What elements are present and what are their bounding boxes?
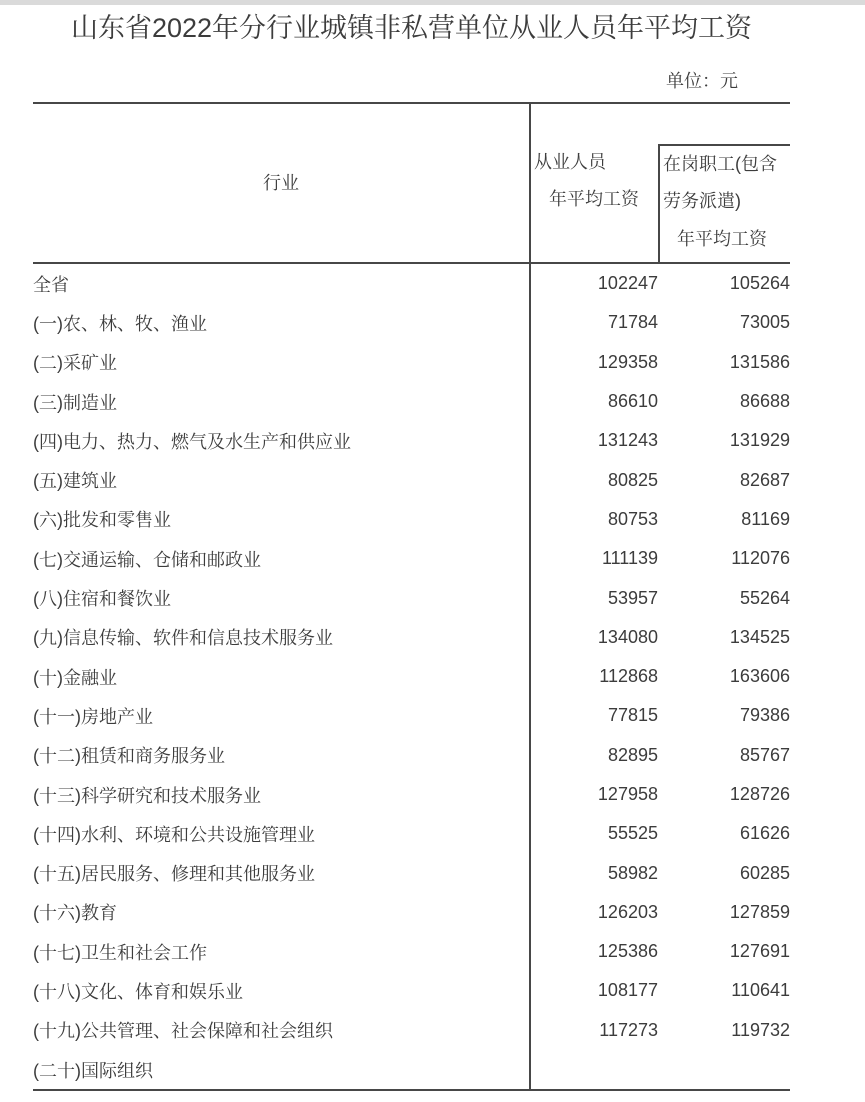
onpost-wage-cell: 61626 — [739, 823, 790, 844]
page-title: 山东省2022年分行业城镇非私营单位从业人员年平均工资 — [70, 13, 753, 43]
table-row — [33, 421, 790, 460]
employees-wage-cell: 80753 — [607, 508, 658, 529]
industry-cell: (四)电力、热力、燃气及水生产和供应业 — [33, 431, 351, 452]
onpost-wage-cell: 163606 — [729, 666, 790, 687]
table-row — [33, 460, 790, 499]
table-row — [33, 539, 790, 578]
table-row — [33, 1050, 790, 1089]
employees-wage-cell: 82895 — [607, 744, 658, 765]
onpost-wage-cell: 73005 — [739, 312, 790, 333]
table-border-bottom — [33, 1089, 790, 1091]
table-row — [33, 382, 790, 421]
table-row — [33, 736, 790, 775]
industry-cell: (十九)公共管理、社会保障和社会组织 — [33, 1021, 333, 1042]
onpost-wage-cell: 112076 — [731, 548, 790, 569]
industry-cell: (十七)卫生和社会工作 — [33, 942, 207, 963]
employees-wage-cell: 111139 — [601, 548, 658, 569]
employees-wage-cell: 102247 — [597, 273, 658, 294]
industry-cell: (十一)房地产业 — [33, 706, 153, 727]
employees-wage-cell: 125386 — [597, 941, 658, 962]
onpost-wage-cell: 131929 — [729, 430, 790, 451]
onpost-wage-cell: 81169 — [741, 508, 790, 529]
table-row — [33, 853, 790, 892]
industry-cell: (六)批发和零售业 — [33, 510, 171, 531]
table-row — [33, 971, 790, 1010]
industry-cell: (二)采矿业 — [33, 353, 117, 374]
onpost-wage-cell: 79386 — [739, 705, 790, 726]
table-row — [33, 814, 790, 853]
column-header-employees-line1: 从业人员 — [534, 152, 606, 172]
table-row — [33, 657, 790, 696]
industry-cell: (九)信息传输、软件和信息技术服务业 — [33, 628, 333, 649]
industry-cell: (五)建筑业 — [33, 471, 117, 492]
industry-cell: (十二)租赁和商务服务业 — [33, 746, 225, 767]
employees-wage-cell: 55525 — [607, 823, 658, 844]
industry-cell: 全省 — [33, 274, 69, 295]
employees-wage-cell: 134080 — [597, 626, 658, 647]
table-row — [33, 775, 790, 814]
window-top-edge — [0, 0, 865, 5]
table-row — [33, 893, 790, 932]
column-header-onpost-line3: 年平均工资 — [677, 229, 767, 249]
column-header-industry: 行业 — [263, 173, 299, 193]
industry-cell: (三)制造业 — [33, 392, 117, 413]
table-row — [33, 1011, 790, 1050]
onpost-wage-cell: 85767 — [739, 744, 790, 765]
industry-cell: (一)农、林、牧、渔业 — [33, 313, 207, 334]
employees-wage-cell: 112868 — [599, 666, 658, 687]
industry-cell: (十三)科学研究和技术服务业 — [33, 785, 261, 806]
table-row — [33, 618, 790, 657]
industry-cell: (七)交通运输、仓储和邮政业 — [33, 549, 261, 570]
onpost-wage-cell: 60285 — [739, 862, 790, 883]
employees-wage-cell: 77815 — [607, 705, 658, 726]
table-row — [33, 303, 790, 342]
table-border-top — [33, 102, 790, 104]
table-row — [33, 696, 790, 735]
table-row — [33, 500, 790, 539]
employees-wage-cell: 131243 — [597, 430, 658, 451]
employees-wage-cell: 58982 — [607, 862, 658, 883]
industry-cell: (二十)国际组织 — [33, 1060, 153, 1081]
onpost-wage-cell: 82687 — [739, 469, 790, 490]
industry-cell: (八)住宿和餐饮业 — [33, 589, 171, 610]
onpost-wage-cell: 86688 — [739, 391, 790, 412]
unit-note: 单位：元 — [666, 71, 738, 91]
industry-cell: (十)金融业 — [33, 667, 117, 688]
table-row — [33, 932, 790, 971]
onpost-wage-cell: 55264 — [739, 587, 790, 608]
onpost-wage-cell: 131586 — [729, 351, 790, 372]
employees-wage-cell: 129358 — [597, 351, 658, 372]
employees-wage-cell: 71784 — [607, 312, 658, 333]
employees-wage-cell: 126203 — [597, 901, 658, 922]
employees-wage-cell: 108177 — [597, 980, 658, 1001]
column-header-onpost-line2: 劳务派遣) — [663, 191, 741, 211]
table-body — [33, 264, 790, 1089]
industry-cell: (十六)教育 — [33, 903, 117, 924]
employees-wage-cell: 117273 — [599, 1019, 658, 1040]
onpost-wage-cell: 110641 — [731, 980, 790, 1001]
table-row — [33, 264, 790, 303]
onpost-wage-cell: 127691 — [729, 941, 790, 962]
industry-cell: (十五)居民服务、修理和其他服务业 — [33, 864, 315, 885]
column-header-onpost-line1: 在岗职工(包含 — [663, 154, 777, 174]
table-row — [33, 343, 790, 382]
table-row — [33, 578, 790, 617]
column-header-employees-line2: 年平均工资 — [549, 189, 639, 209]
onpost-wage-cell: 105264 — [729, 273, 790, 294]
onpost-wage-cell: 119732 — [731, 1019, 790, 1040]
onpost-wage-cell: 134525 — [729, 626, 790, 647]
industry-cell: (十八)文化、体育和娱乐业 — [33, 981, 243, 1002]
onpost-wage-cell: 128726 — [729, 784, 790, 804]
industry-cell: (十四)水利、环境和公共设施管理业 — [33, 824, 315, 845]
employees-wage-cell: 86610 — [607, 391, 658, 412]
employees-wage-cell: 127958 — [597, 784, 658, 804]
employees-wage-cell: 80825 — [607, 469, 658, 490]
onpost-wage-cell: 127859 — [729, 901, 790, 922]
employees-wage-cell: 53957 — [607, 587, 658, 608]
